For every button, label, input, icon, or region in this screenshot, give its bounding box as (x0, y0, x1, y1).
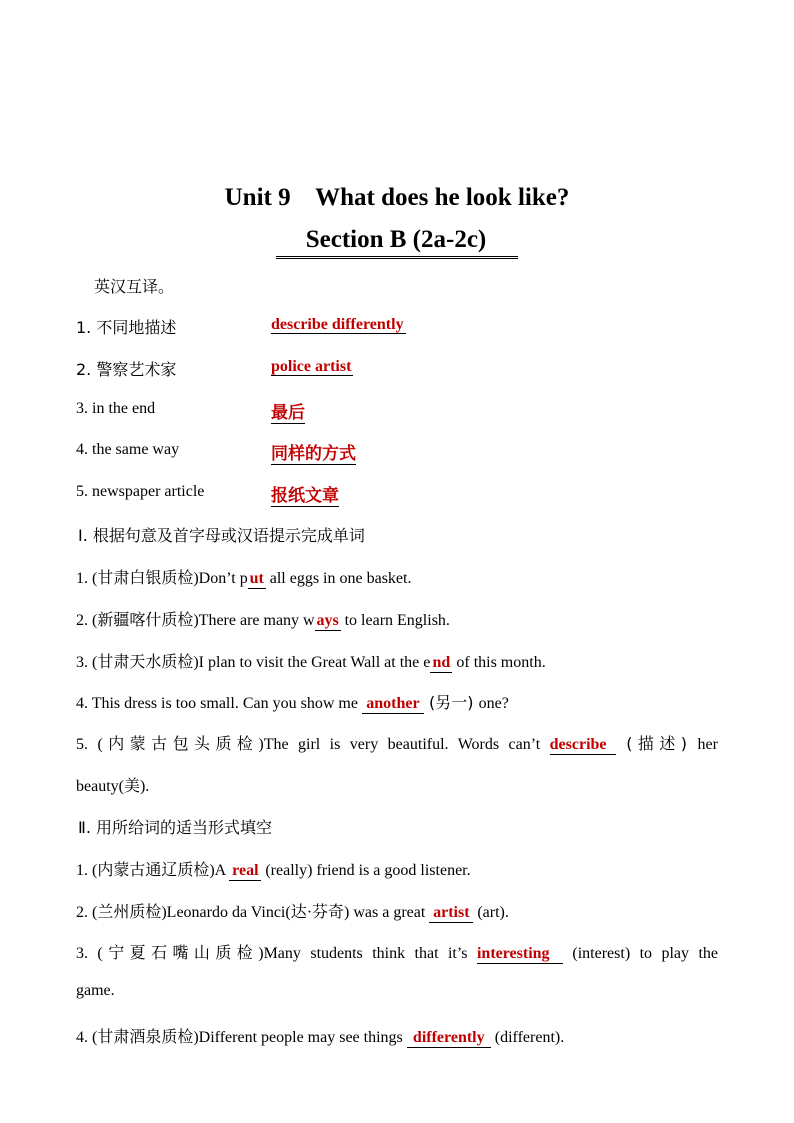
part1-question-4: 4. This dress is too small. Can you show me another (另一) one? (76, 693, 509, 712)
part1-heading: Ⅰ. 根据句意及首字母或汉语提示完成单词 (78, 526, 365, 545)
answer-blank: ays (316, 612, 339, 629)
part1-question-2: 2. (新疆喀什质检)There are many w ays to learn English. (76, 610, 450, 629)
part2-question-4: 4. (甘肃酒泉质检)Different people may see things differently (different). (76, 1027, 565, 1046)
part2-heading: Ⅱ. 用所给词的适当形式填空 (78, 818, 273, 837)
answer-blank: differently (407, 1029, 491, 1048)
vocab-instruction: 英汉互译。 (94, 277, 175, 296)
vocab-question-4: 4. the same way (76, 441, 180, 458)
vocab-answer-2: police artist (271, 358, 352, 375)
vocab-answer-3: 最后 (271, 403, 305, 423)
answer-blank: real (229, 862, 261, 881)
unit-title: Unit 9 What does he look like? (224, 184, 570, 211)
section-title (0, 226, 794, 259)
answer-blank: ut (249, 570, 264, 587)
answer-blank: interesting (477, 945, 563, 964)
part2-question-1: 1. (内蒙古通辽质检)A real (really) friend is a good listener. (76, 860, 471, 879)
vocab-question-5: 5. newspaper article (76, 483, 205, 500)
answer-blank: artist (429, 904, 473, 923)
answer-blank: another (362, 695, 424, 714)
part1-question-3: 3. (甘肃天水质检)I plan to visit the Great Wall at the e nd of this month. (76, 652, 546, 671)
answer-blank: nd (430, 654, 452, 673)
part1-question-1: 1. (甘肃白银质检)Don’t p ut all eggs in one basket. (76, 568, 412, 587)
part2-question-3: 3. (宁夏石嘴山质检)Many students think that it’s interesting (interest) to play the (76, 943, 718, 962)
part1-question-5: 5. (内蒙古包头质检)The girl is very beautiful. Words can’t describe (描述) her (76, 734, 718, 753)
vocab-answer-5: 报纸文章 (271, 486, 339, 506)
vocab-question-3: 3. in the end (76, 400, 156, 417)
vocab-answer-4: 同样的方式 (271, 444, 356, 464)
part2-question-3-continued: game. (76, 982, 115, 999)
part2-question-2: 2. (兰州质检)Leonardo da Vinci(达·芬奇) was a great artist (art). (76, 902, 509, 921)
vocab-question-1: 1. 不同地描述 (76, 318, 177, 337)
answer-blank: describe (550, 736, 616, 755)
vocab-answer-1: describe differently (271, 316, 404, 333)
section-title-text: Section B (2a-2c) (276, 226, 519, 259)
part1-question-5-continued: beauty(美). (76, 778, 150, 795)
vocab-question-2: 2. 警察艺术家 (76, 360, 177, 379)
